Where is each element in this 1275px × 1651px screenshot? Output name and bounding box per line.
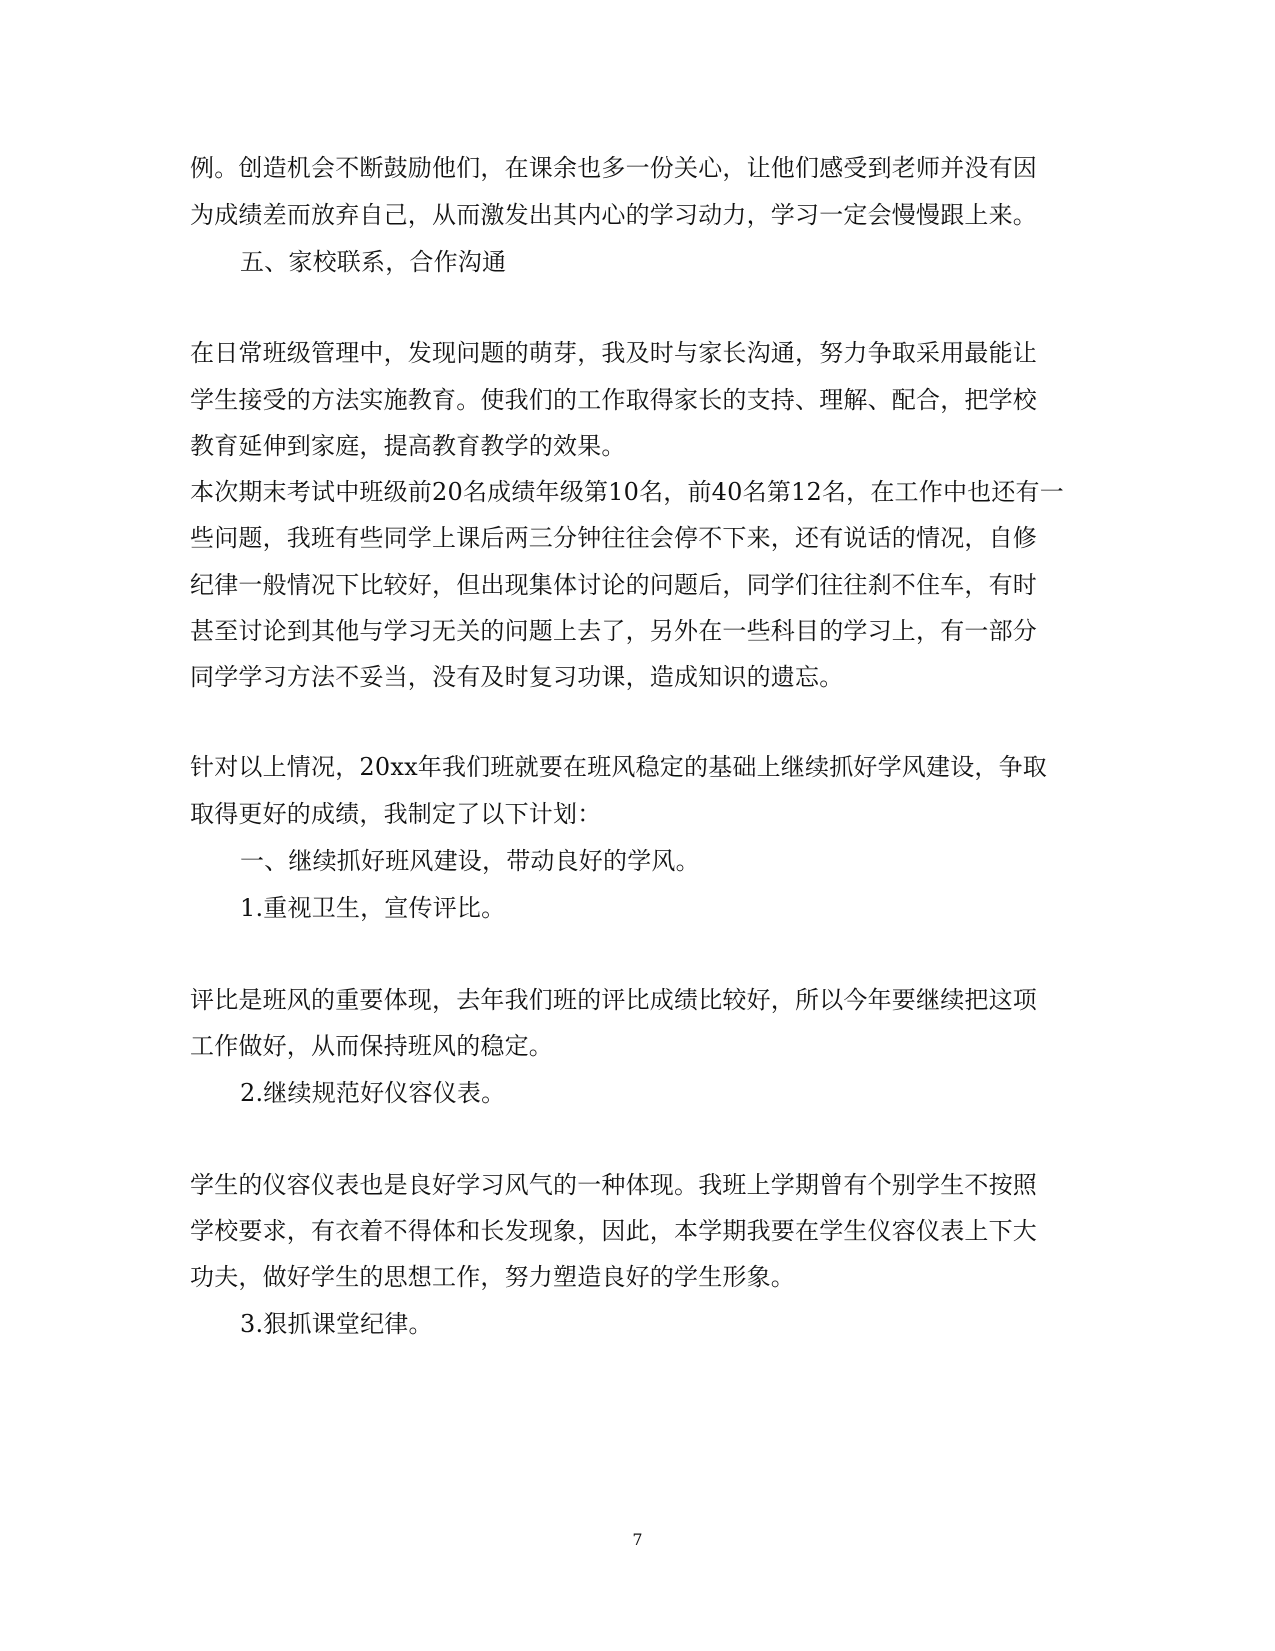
body-text-line: 针对以上情况，20xx年我们班就要在班风稳定的基础上继续抓好学风建设，争取 xyxy=(190,753,1048,781)
subsection-heading: 2.继续规范好仪容仪表。 xyxy=(240,1079,506,1107)
body-text-line: 些问题，我班有些同学上课后两三分钟往往会停不下来，还有说话的情况，自修 xyxy=(190,524,1037,552)
subsection-heading: 3.狠抓课堂纪律。 xyxy=(240,1310,433,1338)
body-text-line: 纪律一般情况下比较好，但出现集体讨论的问题后，同学们往往刹不住车，有时 xyxy=(190,571,1037,599)
subsection-heading: 1.重视卫生，宣传评比。 xyxy=(240,894,506,922)
body-text-line: 学校要求，有衣着不得体和长发现象，因此，本学期我要在学生仪容仪表上下大 xyxy=(190,1217,1037,1245)
body-text-line: 学生接受的方法实施教育。使我们的工作取得家长的支持、理解、配合，把学校 xyxy=(190,386,1037,414)
section-heading: 五、家校联系，合作沟通 xyxy=(240,248,507,276)
body-text-line: 为成绩差而放弃自己，从而激发出其内心的学习动力，学习一定会慢慢跟上来。 xyxy=(190,201,1037,229)
body-text-line: 本次期末考试中班级前20名成绩年级第10名，前40名第12名，在工作中也还有一 xyxy=(190,478,1064,506)
body-text-line: 甚至讨论到其他与学习无关的问题上去了，另外在一些科目的学习上，有一部分 xyxy=(190,617,1037,645)
body-text-line: 在日常班级管理中，发现问题的萌芽，我及时与家长沟通，努力争取采用最能让 xyxy=(190,339,1037,367)
section-heading: 一、继续抓好班风建设，带动良好的学风。 xyxy=(240,847,700,875)
body-text-line: 教育延伸到家庭，提高教育教学的效果。 xyxy=(190,432,626,460)
page-number: 7 xyxy=(632,1530,643,1549)
body-text-line: 功夫，做好学生的思想工作，努力塑造良好的学生形象。 xyxy=(190,1263,795,1291)
body-text-line: 取得更好的成绩，我制定了以下计划： xyxy=(190,800,602,828)
body-text-line: 工作做好，从而保持班风的稳定。 xyxy=(190,1032,553,1060)
body-text-line: 评比是班风的重要体现，去年我们班的评比成绩比较好，所以今年要继续把这项 xyxy=(190,986,1037,1014)
body-text-line: 学生的仪容仪表也是良好学习风气的一种体现。我班上学期曾有个别学生不按照 xyxy=(190,1171,1037,1199)
body-text-line: 例。创造机会不断鼓励他们，在课余也多一份关心，让他们感受到老师并没有因 xyxy=(190,154,1037,182)
body-text-line: 同学学习方法不妥当，没有及时复习功课，造成知识的遗忘。 xyxy=(190,663,844,691)
